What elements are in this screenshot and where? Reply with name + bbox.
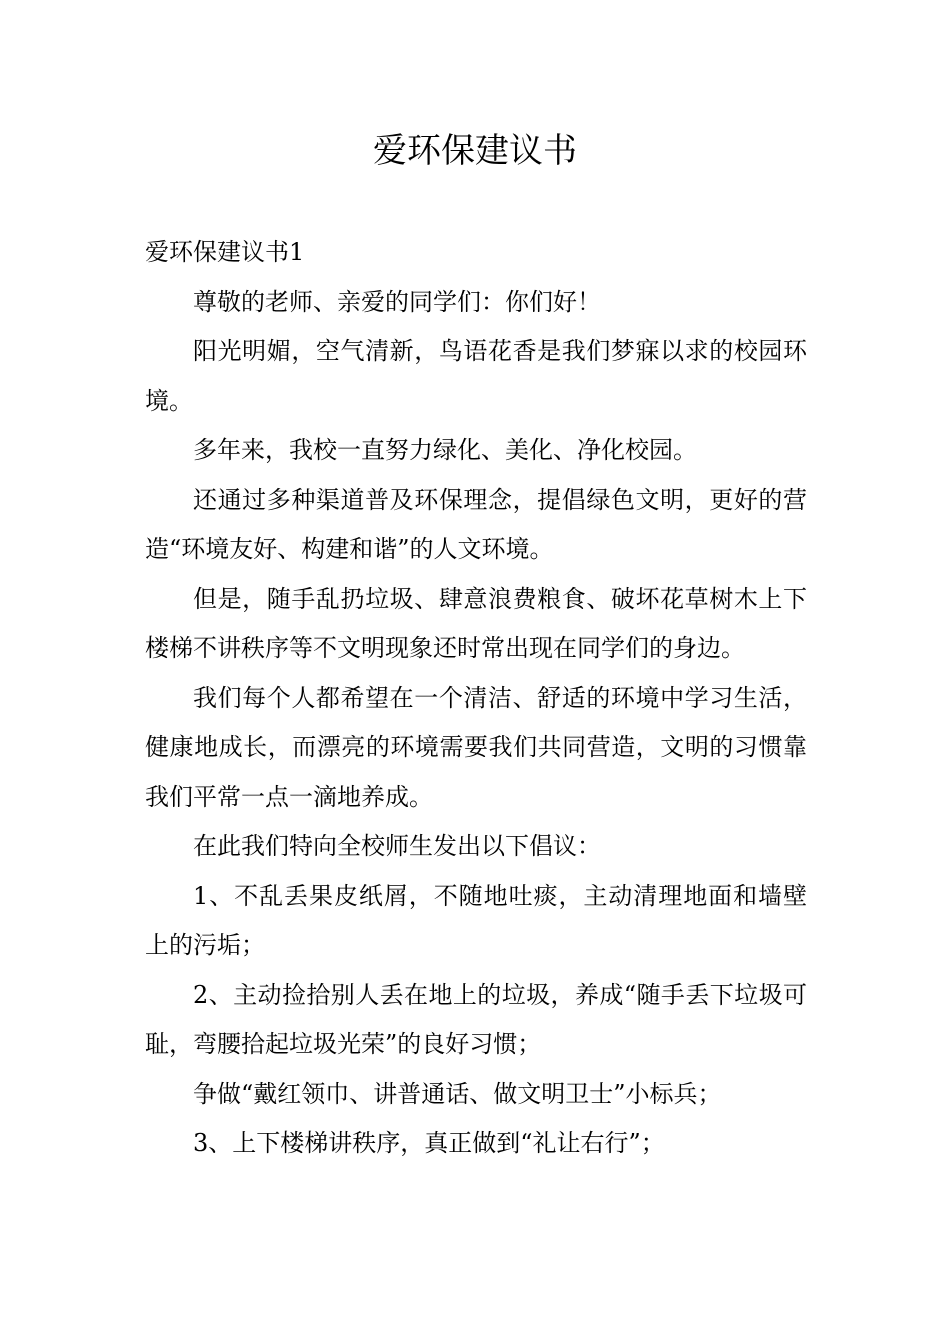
proposal-item: 1、不乱丢果皮纸屑，不随地吐痰，主动清理地面和墙壁上的污垢； xyxy=(145,881,807,959)
paragraph: 在此我们特向全校师生发出以下倡议： xyxy=(193,832,601,860)
document-title: 爱环保建议书 xyxy=(373,131,577,171)
paragraph: 我们每个人都希望在一个清洁、舒适的环境中学习生活，健康地成长，而漂亮的环境需要我们共同营造，文明的习惯靠我们平常一点一滴地养成。 xyxy=(145,683,807,811)
paragraph: 多年来，我校一直努力绿化、美化、净化校园。 xyxy=(193,436,697,464)
proposal-item: 争做“戴红领巾、讲普通话、做文明卫士”小标兵； xyxy=(193,1079,722,1108)
proposal-item: 3、上下楼梯讲秩序，真正做到“礼让右行”； xyxy=(193,1129,665,1157)
paragraph: 但是，随手乱扔垃圾、肆意浪费粮食、破坏花草树木上下楼梯不讲秩序等不文明现象还时常出现在同学们的身边。 xyxy=(145,584,807,662)
proposal-item: 2、主动捡拾别人丢在地上的垃圾，养成“随手丢下垃圾可耻，弯腰拾起垃圾光荣”的良好习惯； xyxy=(145,980,807,1058)
paragraph: 阳光明媚，空气清新，鸟语花香是我们梦寐以求的校园环境。 xyxy=(145,337,807,415)
paragraph-greeting: 尊敬的老师、亲爱的同学们：你们好！ xyxy=(193,287,601,316)
paragraph: 还通过多种渠道普及环保理念，提倡绿色文明，更好的营造“环境友好、构建和谐”的人文环境。 xyxy=(145,485,807,563)
document-body xyxy=(145,228,807,1169)
section-heading: 爱环保建议书1 xyxy=(145,238,305,266)
